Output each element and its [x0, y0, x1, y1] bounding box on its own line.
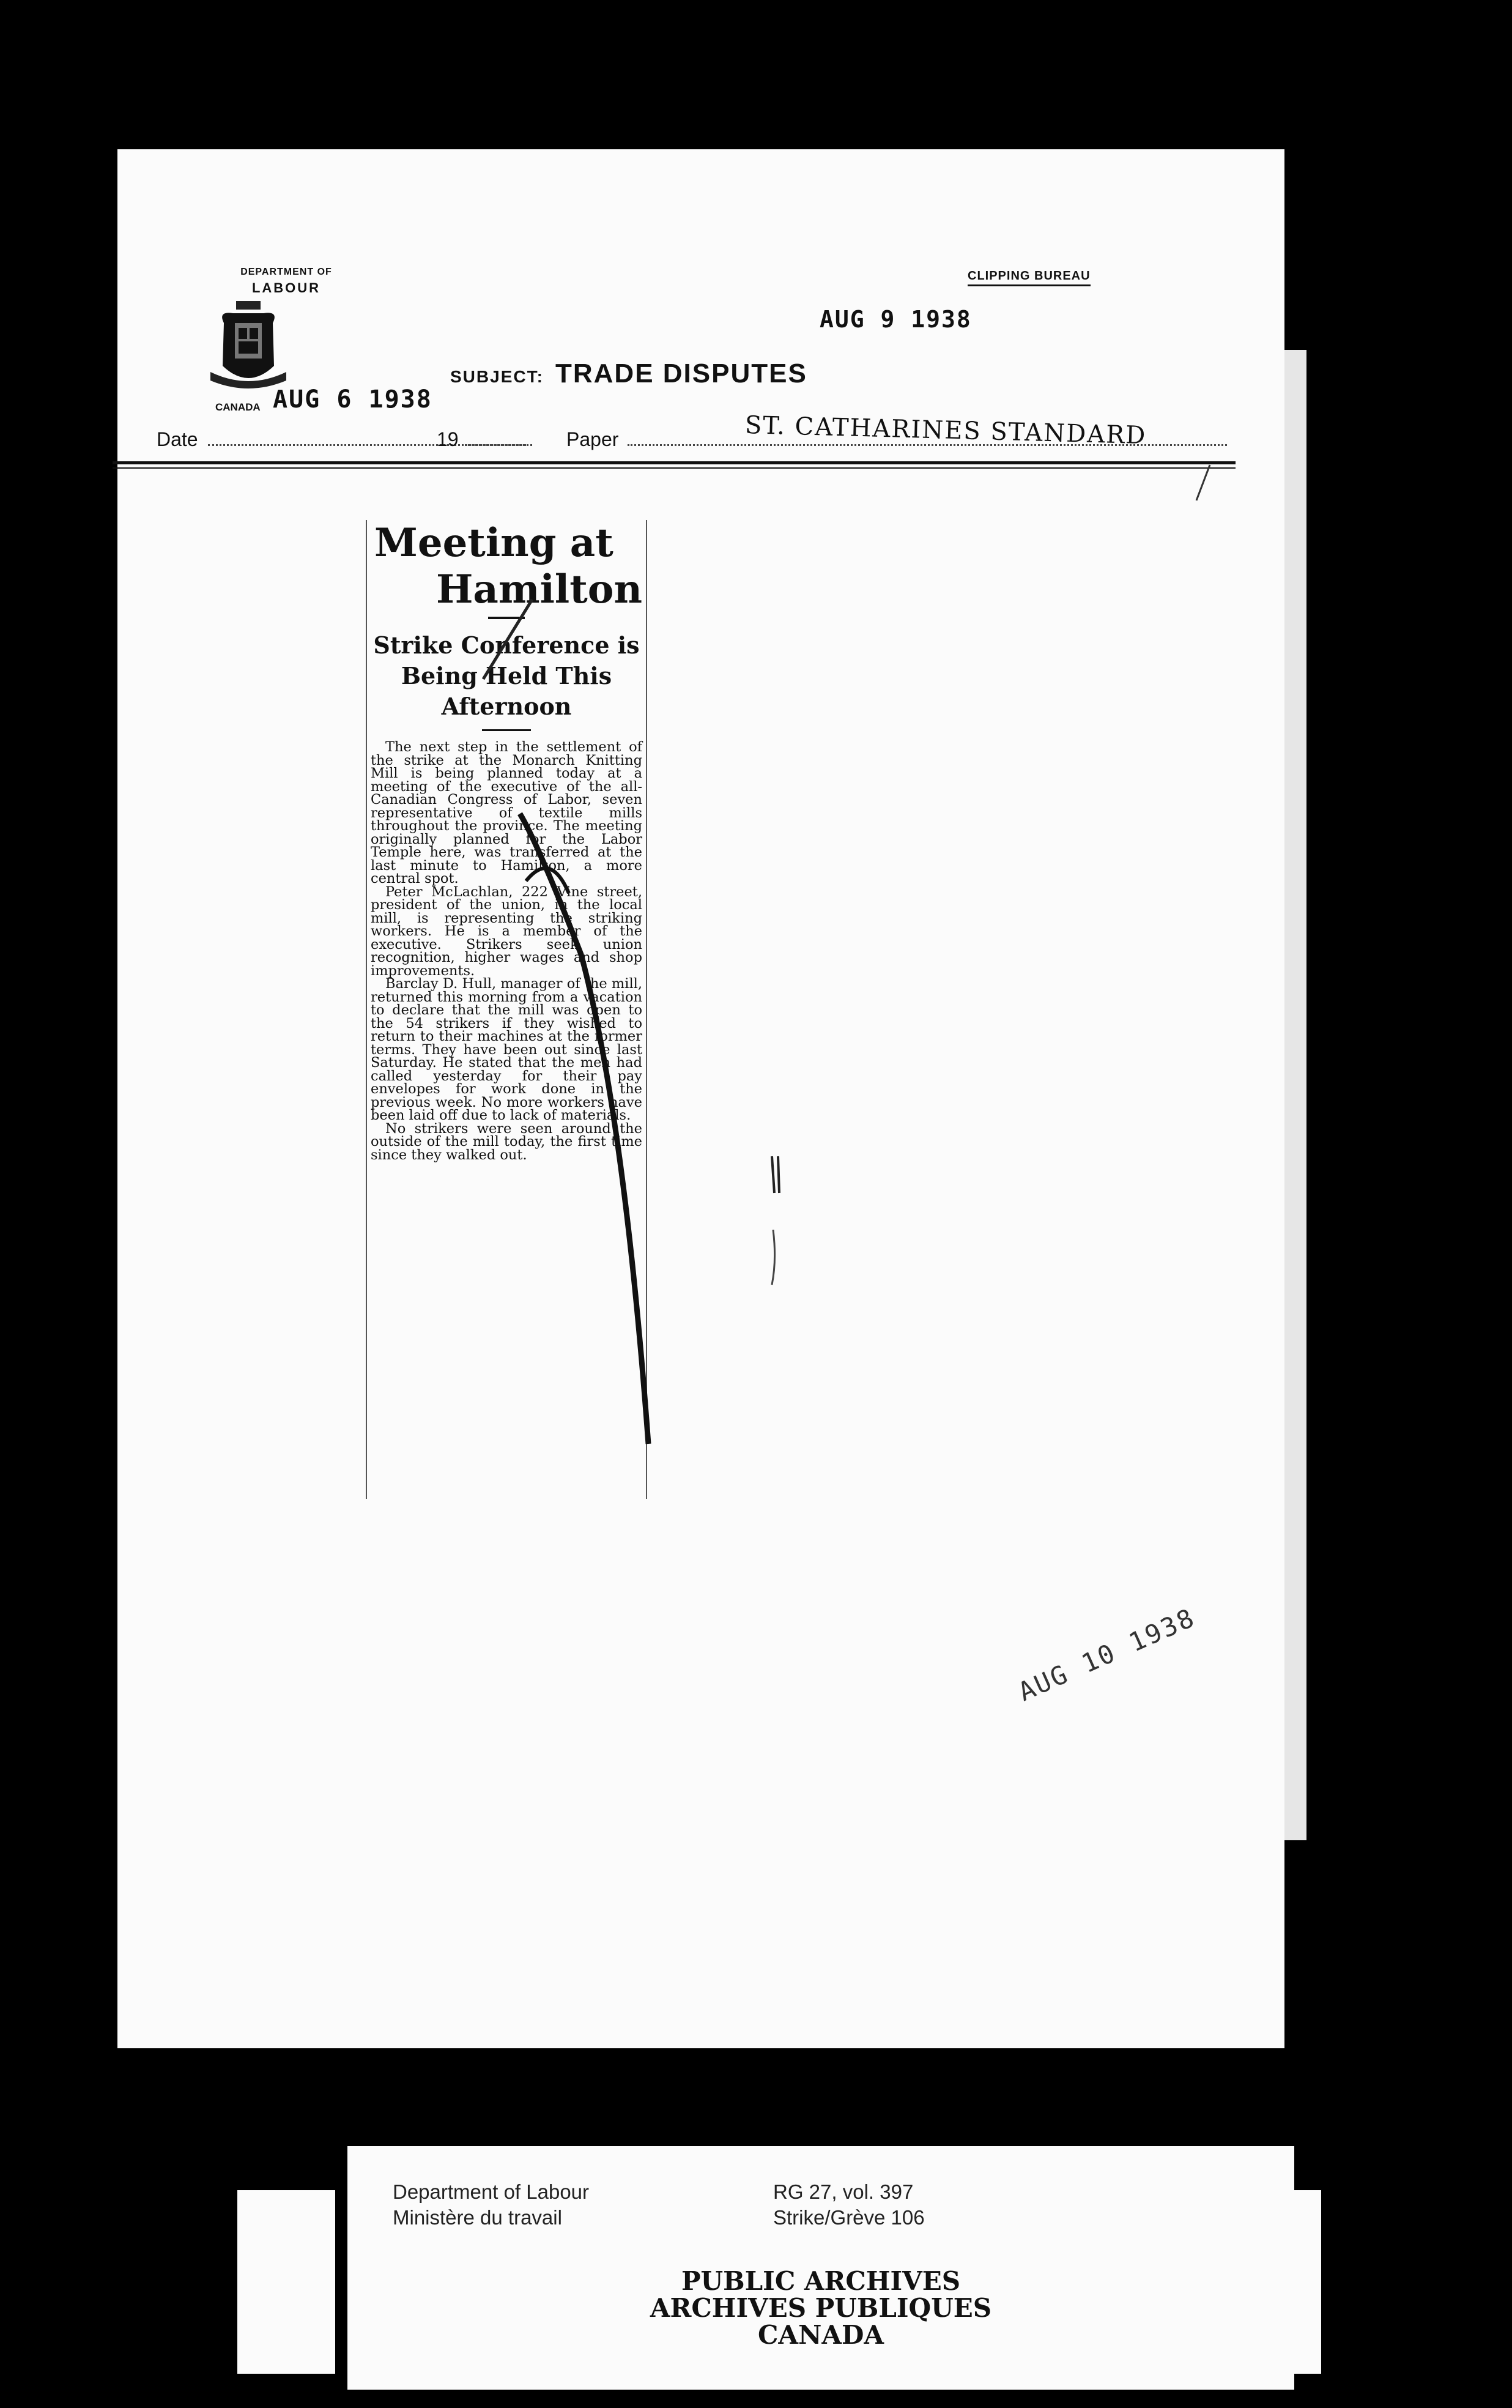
department-label: DEPARTMENT OF: [240, 267, 332, 277]
clipping-bureau-label: CLIPPING BUREAU: [968, 269, 1091, 286]
newspaper-clipping: [366, 520, 647, 1499]
date-label: Date: [157, 428, 198, 450]
subhead-line-2: Being Held This: [401, 662, 612, 689]
headline-line-1: Meeting at: [374, 520, 613, 566]
archive-dept-fr: Ministère du travail: [393, 2206, 562, 2229]
article-body: [371, 741, 642, 1162]
article-date-stamp: AUG 6 1938: [273, 385, 432, 414]
subhead-divider: [482, 729, 531, 731]
paper-dotted-line: [628, 444, 1227, 446]
article-paragraph: Peter McLachlan, 222 Vine street, president of the union, in the local mill, is representing the striking workers. He is a member of the executive. Strikers seek union recognition, higher wages and shop improvements.: [371, 883, 642, 979]
country-label: CANADA: [215, 401, 261, 413]
article-paragraph: Barclay D. Hull, manager of the mill, returned this morning from a vacation to declare that the mill was open to the 54 strikers if they wished to return to their machines at the former terms. They have been out since last Saturday. He stated that the men had called yesterday for their pay envelopes for work done in the previous week. No more workers have been laid off due to lack of materials.: [371, 976, 642, 1123]
received-date-stamp: AUG 9 1938: [820, 306, 972, 333]
paper-label: Paper: [566, 428, 619, 450]
year-label: 19: [437, 428, 459, 450]
coat-of-arms-icon: [206, 299, 291, 390]
filing-date-stamp: AUG 10 1938: [1014, 1602, 1200, 1708]
paper-value: ST. CATHARINES STANDARD: [744, 411, 1147, 450]
article-paragraph: The next step in the settlement of the strike at the Monarch Knitting Mill is being planned today at a meeting of the executive of the all-Canadian Congress of Labor, seven representative of textile mills throughout the province. The meeting originally planned for the Labor Temple here, was transferred at the last minute to Hamilton, a more central spot.: [371, 739, 642, 886]
sheet-edge: [1284, 350, 1306, 1840]
archive-title-en: PUBLIC ARCHIVES: [681, 2266, 961, 2296]
subhead-line-1: Strike Conference is: [373, 631, 640, 659]
archive-title-country: CANADA: [757, 2320, 884, 2350]
archive-title-fr: ARCHIVES PUBLIQUES: [650, 2293, 992, 2323]
year-dotted-line: [465, 444, 532, 446]
headline-divider: [488, 617, 525, 619]
archive-strike-ref: Strike/Grève 106: [773, 2206, 925, 2229]
headline-line-2: Hamilton: [435, 567, 642, 612]
header-rule-thin: [113, 467, 1236, 469]
label-tab-left: [237, 2190, 335, 2374]
subhead-line-3: Afternoon: [441, 693, 572, 720]
subject-label: SUBJECT:: [450, 367, 544, 386]
subject-value: TRADE DISPUTES: [555, 359, 807, 388]
archive-dept-en: Department of Labour: [393, 2180, 590, 2203]
header-rule: [113, 461, 1236, 464]
article-paragraph: No strikers were seen around the outside of the mill today, the first time since they walked out.: [371, 1120, 642, 1163]
labour-label: LABOUR: [251, 280, 321, 295]
archive-reference: RG 27, vol. 397: [773, 2180, 914, 2203]
